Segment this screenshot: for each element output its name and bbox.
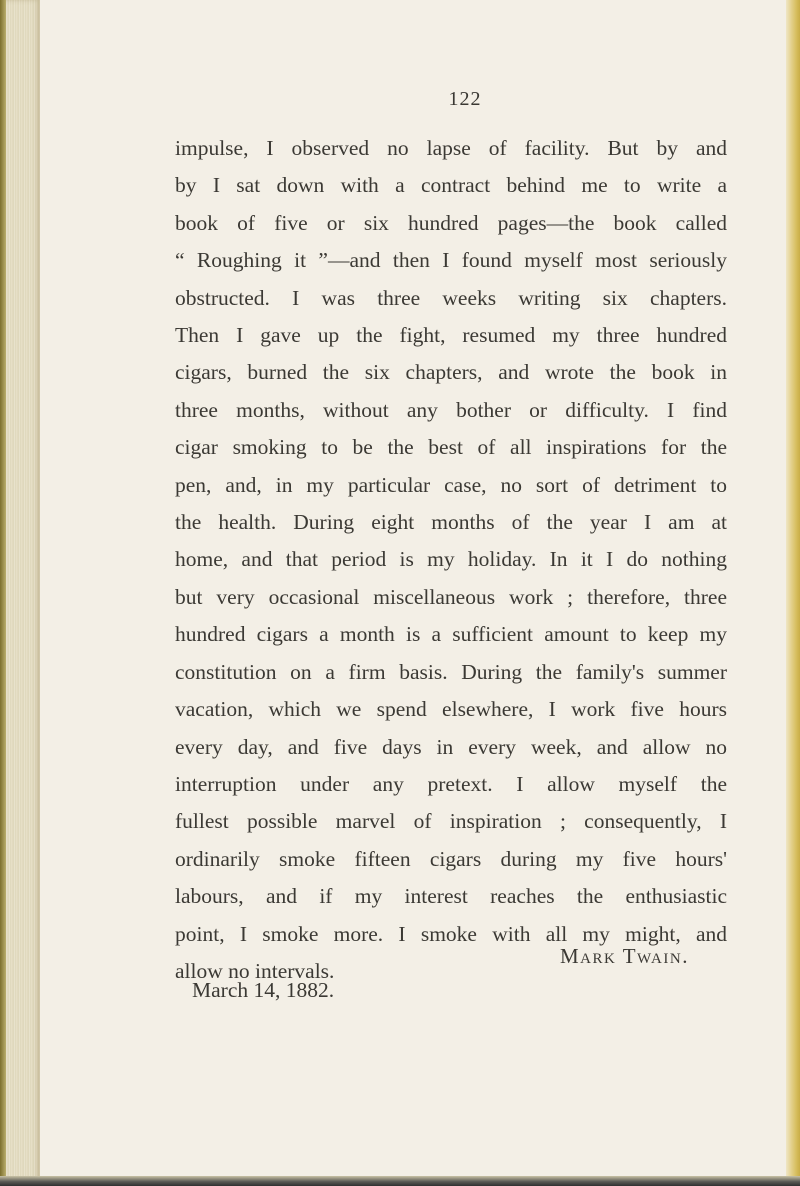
author-signature: Mark Twain. (560, 944, 689, 968)
text-line: Then I gave up the fight, resumed my three hundred (175, 323, 727, 348)
text-line: constitution on a firm basis. During the family's summer (175, 659, 727, 684)
text-line: home, and that period is my holiday. In it I do nothing (175, 547, 727, 572)
text-line: “ Roughing it ”—and then I found myself most seriously (175, 248, 727, 273)
text-line: every day, and five days in every week, and allow no (175, 734, 727, 759)
text-line: cigars, burned the six chapters, and wrote the book in (175, 360, 727, 385)
book-gutter (0, 0, 40, 1186)
facing-page-edge (786, 0, 800, 1186)
binding-edge (0, 0, 6, 1186)
text-line: fullest possible marvel of inspiration ; consequently, I (175, 809, 727, 834)
text-line: obstructed. I was three weeks writing six chapters. (175, 285, 727, 310)
text-line: ordinarily smoke fifteen cigars during my five hours' (175, 846, 727, 871)
text-line: cigar smoking to be the best of all inspirations for the (175, 435, 727, 460)
text-line: hundred cigars a month is a sufficient amount to keep my (175, 622, 727, 647)
page-number: 122 (448, 88, 482, 110)
page-bottom-edge (0, 1176, 800, 1186)
text-line: pen, and, in my particular case, no sort of detriment to (175, 472, 727, 497)
body-text (175, 130, 727, 990)
text-line: three months, without any bother or difficulty. I find (175, 397, 727, 422)
text-line: labours, and if my interest reaches the enthusiastic (175, 884, 727, 909)
text-line: interruption under any pretext. I allow myself the (175, 771, 727, 796)
text-line: vacation, which we spend elsewhere, I work five hours (175, 697, 727, 722)
dateline: March 14, 1882. (192, 978, 335, 1002)
text-line: allow no intervals. (175, 958, 335, 983)
text-line: impulse, I observed no lapse of facility. But by and (175, 136, 727, 160)
text-line: point, I smoke more. I smoke with all my might, and (175, 921, 727, 946)
text-line: the health. During eight months of the year I am at (175, 510, 727, 535)
text-line: by I sat down with a contract behind me to write a (175, 173, 727, 198)
text-line: but very occasional miscellaneous work ; therefore, three (175, 584, 727, 609)
text-line: book of five or six hundred pages—the book called (175, 210, 727, 235)
